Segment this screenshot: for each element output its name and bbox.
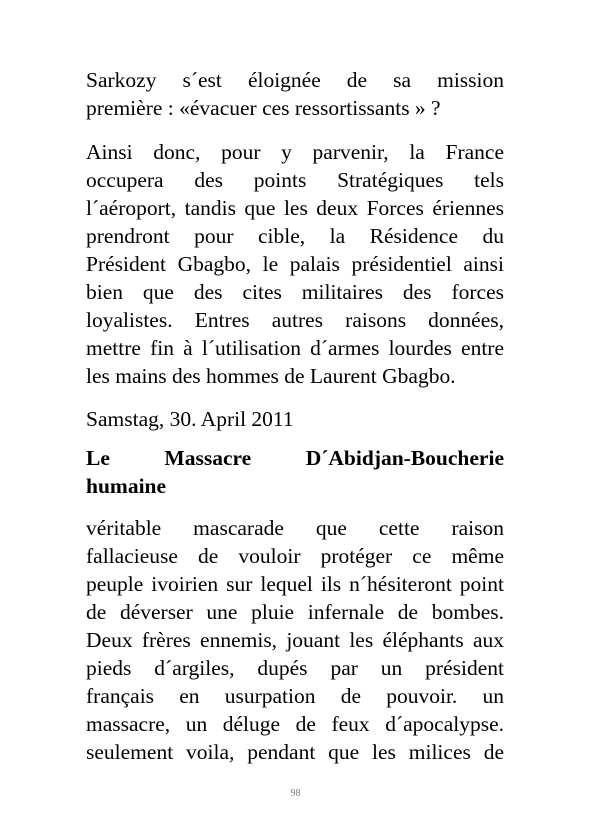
text-line: loyalistes. Entres autres raisons données, (86, 308, 504, 332)
text-line: prendront pour cible, la Résidence du (86, 224, 504, 248)
text-line: bien que des cites militaires des forces (86, 280, 504, 304)
text-line: français en usurpation de pouvoir. un (86, 684, 504, 708)
text-line: massacre, un déluge de feux d´apocalypse. (86, 712, 504, 736)
page-number: 98 (290, 788, 301, 799)
text-line: pieds d´argiles, dupés par un président (86, 656, 504, 680)
text-line: Sarkozy s´est éloignée de sa mission (86, 68, 504, 92)
heading-line: humaine (86, 474, 167, 498)
post-date: Samstag, 30. April 2011 (86, 407, 294, 431)
heading-line: Le Massacre D´Abidjan-Boucherie (86, 446, 504, 470)
text-line: de déverser une pluie infernale de bombes. (86, 600, 504, 624)
text-line: peuple ivoirien sur lequel ils n´hésiteront point (86, 572, 504, 596)
text-line: Deux frères ennemis, jouant les éléphants aux (86, 628, 504, 652)
text-line: l´aéroport, tandis que les deux Forces ériennes (86, 196, 504, 220)
text-line: première : «évacuer ces ressortissants » ? (86, 96, 441, 120)
text-line: seulement voila, pendant que les milices de (86, 740, 504, 764)
text-line: occupera des points Stratégiques tels (86, 168, 504, 192)
text-line: les mains des hommes de Laurent Gbagbo. (86, 364, 456, 388)
text-line: Président Gbagbo, le palais présidentiel ainsi (86, 252, 504, 276)
text-line: véritable mascarade que cette raison (86, 516, 504, 540)
text-line: fallacieuse de vouloir protéger ce même (86, 544, 504, 568)
text-line: Ainsi donc, pour y parvenir, la France (86, 140, 504, 164)
text-line: mettre fin à l´utilisation d´armes lourdes entre (86, 336, 504, 360)
